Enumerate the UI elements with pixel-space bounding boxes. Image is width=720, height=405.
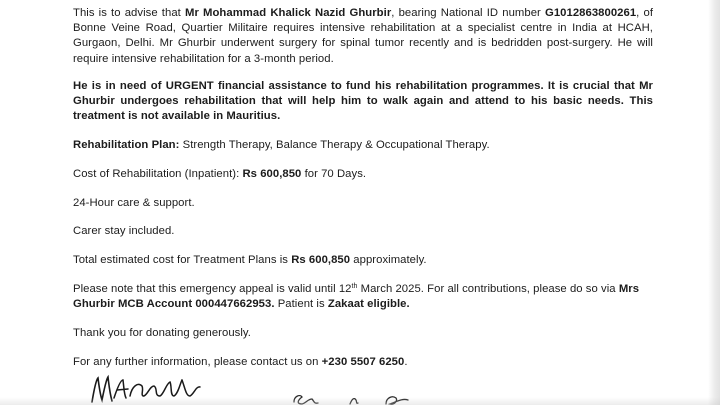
national-id: G1012863800261 bbox=[545, 7, 637, 19]
bank-account: Mrs Ghurbir MCB Account 000447662953. bbox=[73, 283, 640, 311]
cost-text-2: for 70 Days. bbox=[301, 167, 367, 180]
rehab-plan-text: Strength Therapy, Balance Therapy & Occupational Therapy. bbox=[179, 139, 490, 152]
contact-phone: +230 5507 6250 bbox=[321, 355, 405, 368]
contact-text-1: For any further information, please contact us on bbox=[73, 355, 322, 368]
urgent-paragraph: He is in need of URGENT financial assistance to fund his rehabilitation programmes. It is crucial that Mr Ghurbir undergoes rehabilitation that will help him to walk again and attend to his basic needs. This treatment is not available in Mauritius. bbox=[73, 79, 653, 123]
cost-text-1: Cost of Rehabilitation (Inpatient): bbox=[73, 167, 243, 180]
intro-text-2: , bearing National ID number bbox=[391, 7, 545, 19]
page-bottom-shadow bbox=[0, 397, 720, 405]
carer-line: Carer stay included. bbox=[73, 225, 175, 238]
rehab-plan-label: Rehabilitation Plan: bbox=[73, 139, 180, 152]
page-edge-shadow bbox=[708, 0, 720, 405]
thanks-line: Thank you for donating generously. bbox=[73, 327, 251, 339]
patient-name: Mr Mohammad Khalick Nazid Ghurbir bbox=[184, 7, 392, 19]
intro-paragraph bbox=[73, 6, 653, 67]
contact-line bbox=[73, 355, 653, 370]
contact-text-2: . bbox=[404, 355, 408, 368]
appeal-text-1: Please note that this emergency appeal is valid until 12 bbox=[73, 283, 352, 295]
total-cost-line bbox=[73, 253, 653, 268]
care-line: 24-Hour care & support. bbox=[73, 196, 195, 209]
appeal-text-2: March 2025. For all contributions, please do so via bbox=[357, 283, 619, 295]
cost-line bbox=[73, 167, 653, 182]
total-amount: Rs 600,850 bbox=[291, 254, 351, 267]
date-superscript: th bbox=[351, 283, 358, 290]
intro-text-1: This is to advise that bbox=[73, 7, 185, 19]
intro-text-3: , of Bonne Veine Road, Quartier Militaire requires intensive rehabilitation at a specialist centre in India at HCAH, Gurgaon, Delhi. Mr Ghurbir underwent surgery for spinal tumor recently and is bedridden post-surgery. He will require intensive rehabilitation for a 3-month period. bbox=[73, 7, 654, 65]
appeal-paragraph bbox=[73, 282, 653, 312]
zakaat-status: Zakaat eligible. bbox=[327, 298, 410, 311]
rehab-plan-line bbox=[73, 138, 653, 153]
appeal-text-3: Patient is bbox=[274, 298, 328, 311]
letter-body bbox=[73, 6, 653, 370]
total-text-1: Total estimated cost for Treatment Plans is bbox=[73, 254, 292, 267]
cost-amount: Rs 600,850 bbox=[242, 167, 302, 180]
total-text-2: approximately. bbox=[350, 254, 427, 267]
